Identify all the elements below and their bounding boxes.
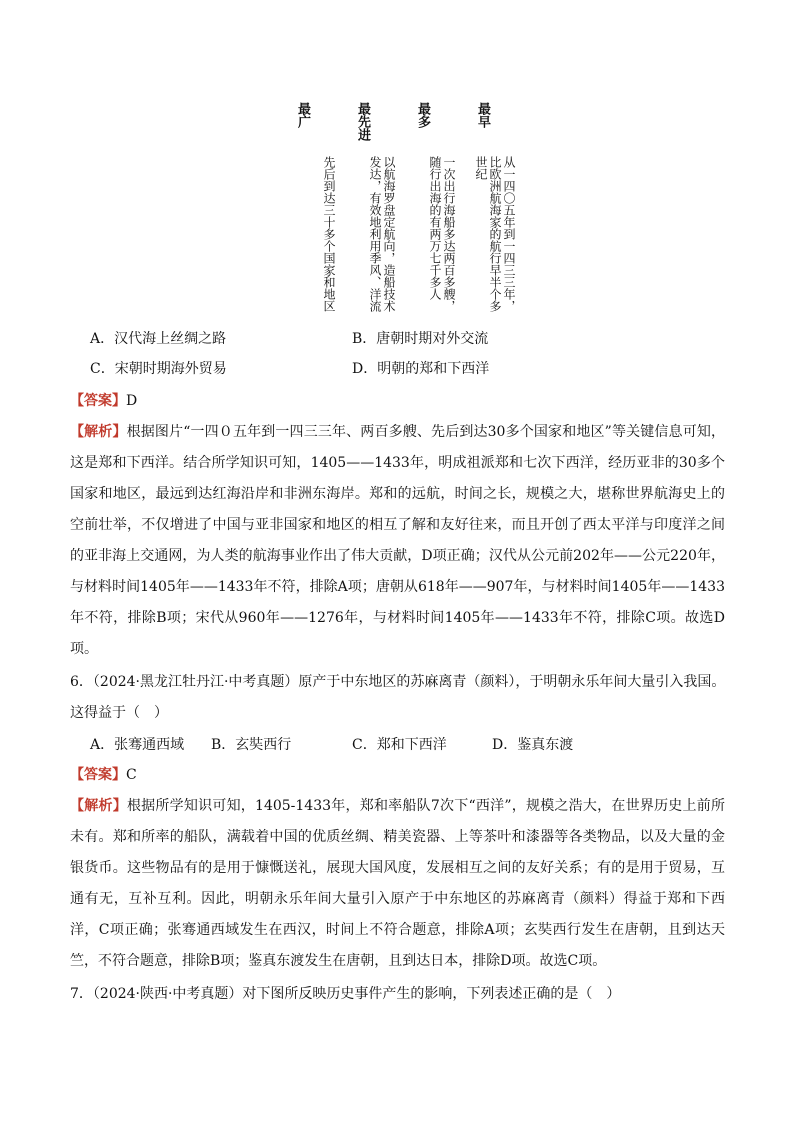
answer-tag: 【答案】 xyxy=(70,393,126,409)
q6-option-a: A．张骞通西域 xyxy=(90,737,185,753)
column-text: 先后到达三十多个国家和地区 xyxy=(322,156,336,312)
q6-stem: 6．（2024·黑龙江牡丹江·中考真题）原产于中东地区的苏麻离青（颜料），于明朝永乐年间大量引入我国。这得益于（ ） xyxy=(70,674,726,721)
q5-option-a: A．汉代海上丝绸之路 xyxy=(90,331,227,347)
q6-option-c: C．郑和下西洋 xyxy=(352,737,447,753)
analysis-tag: 【解析】 xyxy=(70,798,127,814)
answer-value: C xyxy=(126,767,137,783)
answer-value: D xyxy=(126,393,138,409)
q6-answer xyxy=(70,765,137,785)
q5-analysis xyxy=(70,417,725,665)
answer-tag: 【答案】 xyxy=(70,767,126,783)
q5-option-c: C．宋朝时期海外贸易 xyxy=(90,361,227,377)
q5-answer xyxy=(70,391,137,411)
column-heading: 最多 xyxy=(415,102,430,128)
figure-column-most xyxy=(400,100,460,320)
analysis-text: 根据图片“一四０五年到一四三三年、两百多艘、先后到达30多个国家和地区”等关键信息可知，这是郑和下西洋。结合所学知识可知，1405——1433年，明成祖派郑和七次下西洋，经历亚非的30多个国家和地区，最远到达红海沿岸和非洲东海岸。郑和的远航，时间之长，规模之大，堪称世界航海史上的空前壮举，不仅增进了中国与亚非国家和地区的相互了解和友好往来，而且开创了西太平洋与印度洋之间的亚非海上交通网，为人类的航海事业作出了伟大贡献，D项正确；汉代从公元前202年——公元220年，与材料时间1405年——1433年不符，排除A项；唐朝从618年——907年，与材料时间1405年——1433年不符，排除B项；宋代从960年——1276年，与材料时间1405年——1433年不符，排除C项。故选D项。 xyxy=(70,424,725,657)
analysis-tag: 【解析】 xyxy=(70,424,127,440)
q6-analysis xyxy=(70,791,725,977)
figure-zhenghe-table xyxy=(280,100,520,320)
q6-option-d: D．鉴真东渡 xyxy=(492,737,574,753)
q5-option-d: D．明朝的郑和下西洋 xyxy=(352,361,490,377)
q5-option-b: B．唐朝时期对外交流 xyxy=(352,331,489,347)
column-text: 以航海罗盘定航向，造船技术发达，有效地利用季风、洋流 xyxy=(368,156,396,312)
column-heading: 最广 xyxy=(295,102,310,128)
column-heading: 最先进 xyxy=(355,102,370,141)
column-heading: 最早 xyxy=(475,102,490,128)
figure-column-earliest xyxy=(460,100,520,320)
q7-stem: 7．（2024·陕西·中考真题）对下图所反映历史事件产生的影响，下列表述正确的是（ ） xyxy=(70,986,621,1002)
column-text: 从一四〇五年到一四三三年，比欧洲航海家的航行早半个多世纪 xyxy=(474,156,516,312)
q6-option-b: B．玄奘西行 xyxy=(211,737,292,753)
figure-column-most-advanced xyxy=(340,100,400,320)
figure-column-widest xyxy=(280,100,340,320)
analysis-text: 根据所学知识可知，1405-1433年，郑和率船队7次下“西洋”，规模之浩大，在世界历史上前所未有。郑和所率的船队，满载着中国的优质丝绸、精美瓷器、上等茶叶和漆器等各类物品，以及大量的金银货币。这些物品有的是用于慷慨送礼，展现大国风度，发展相互之间的友好关系；有的是用于贸易，互通有无，互补互利。因此，明朝永乐年间大量引入原产于中东地区的苏麻离青（颜料）得益于郑和下西洋，C项正确；张骞通西域发生在西汉，时间上不符合题意，排除A项；玄奘西行发生在唐朝，且到达天竺，不符合题意，排除B项；鉴真东渡发生在唐朝，且到达日本，排除D项。故选C项。 xyxy=(70,798,725,969)
column-text: 一次出行海船多达两百多艘，随行出海的有两万七千多人 xyxy=(428,156,456,312)
